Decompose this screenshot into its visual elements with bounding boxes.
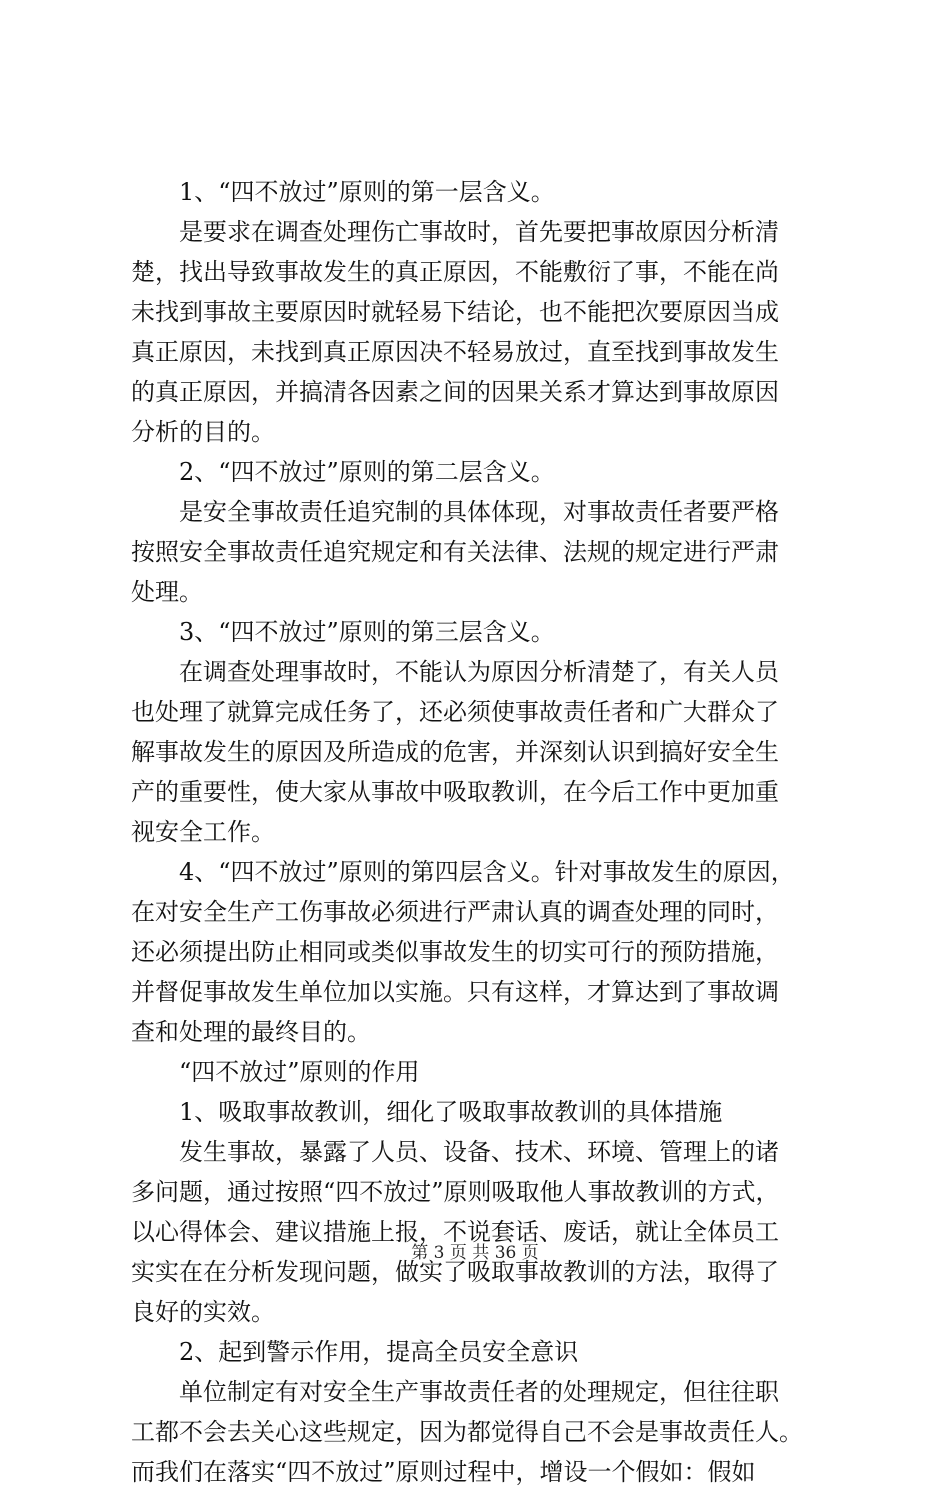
text-line: 单位制定有对安全生产事故责任者的处理规定，但往往职 xyxy=(179,1378,779,1406)
text-line: 2、起到警示作用，提高全员安全意识 xyxy=(179,1338,579,1366)
text-line: 在调查处理事故时，不能认为原因分析清楚了，有关人员 xyxy=(179,658,779,686)
text-line: 按照安全事故责任追究规定和有关法律、法规的规定进行严肃 xyxy=(131,538,779,566)
text-line: 的真正原因，并搞清各因素之间的因果关系才算达到事故原因 xyxy=(131,378,779,406)
text-line: 良好的实效。 xyxy=(131,1298,275,1326)
text-line: 1、“四不放过”原则的第一层含义。 xyxy=(179,178,555,206)
text-line: 发生事故，暴露了人员、设备、技术、环境、管理上的诸 xyxy=(179,1138,779,1166)
text-line: 4、“四不放过”原则的第四层含义。针对事故发生的原因， xyxy=(179,858,795,886)
text-line: 工都不会去关心这些规定，因为都觉得自己不会是事故责任人。 xyxy=(131,1418,803,1446)
text-line: 还必须提出防止相同或类似事故发生的切实可行的预防措施， xyxy=(131,938,779,966)
text-line: “四不放过”原则的作用 xyxy=(179,1058,420,1086)
text-line: 是要求在调查处理伤亡事故时，首先要把事故原因分析清 xyxy=(179,218,779,246)
text-line: 多问题，通过按照“四不放过”原则吸取他人事故教训的方式， xyxy=(131,1178,780,1206)
text-line: 实实在在分析发现问题，做实了吸取事故教训的方法，取得了 xyxy=(131,1258,779,1286)
text-line: 2、“四不放过”原则的第二层含义。 xyxy=(179,458,555,486)
text-line: 在对安全生产工伤事故必须进行严肃认真的调查处理的同时， xyxy=(131,898,779,926)
text-line: 处理。 xyxy=(131,578,203,606)
text-line: 解事故发生的原因及所造成的危害，并深刻认识到搞好安全生 xyxy=(131,738,779,766)
text-line: 产的重要性，使大家从事故中吸取教训，在今后工作中更加重 xyxy=(131,778,779,806)
text-line: 1、吸取事故教训，细化了吸取事故教训的具体措施 xyxy=(179,1098,723,1126)
text-line: 视安全工作。 xyxy=(131,818,275,846)
text-line: 楚，找出导致事故发生的真正原因，不能敷衍了事，不能在尚 xyxy=(131,258,779,286)
text-line: 以心得体会、建议措施上报，不说套话、废话，就让全体员工 xyxy=(131,1218,779,1246)
text-line: 也处理了就算完成任务了，还必须使事故责任者和广大群众了 xyxy=(131,698,779,726)
text-line: 是安全事故责任追究制的具体体现，对事故责任者要严格 xyxy=(179,498,779,526)
text-line: 未找到事故主要原因时就轻易下结论，也不能把次要原因当成 xyxy=(131,298,779,326)
text-line: 查和处理的最终目的。 xyxy=(131,1018,371,1046)
text-line: 3、“四不放过”原则的第三层含义。 xyxy=(179,618,555,646)
text-line: 分析的目的。 xyxy=(131,418,275,446)
document-body xyxy=(131,172,831,1492)
text-line: 而我们在落实“四不放过”原则过程中，增设一个假如：假如 xyxy=(131,1458,756,1486)
text-line: 真正原因，未找到真正原因决不轻易放过，直至找到事故发生 xyxy=(131,338,779,366)
page-footer: 第 3 页 共 36 页 xyxy=(411,1243,539,1263)
text-line: 并督促事故发生单位加以实施。只有这样，才算达到了事故调 xyxy=(131,978,779,1006)
